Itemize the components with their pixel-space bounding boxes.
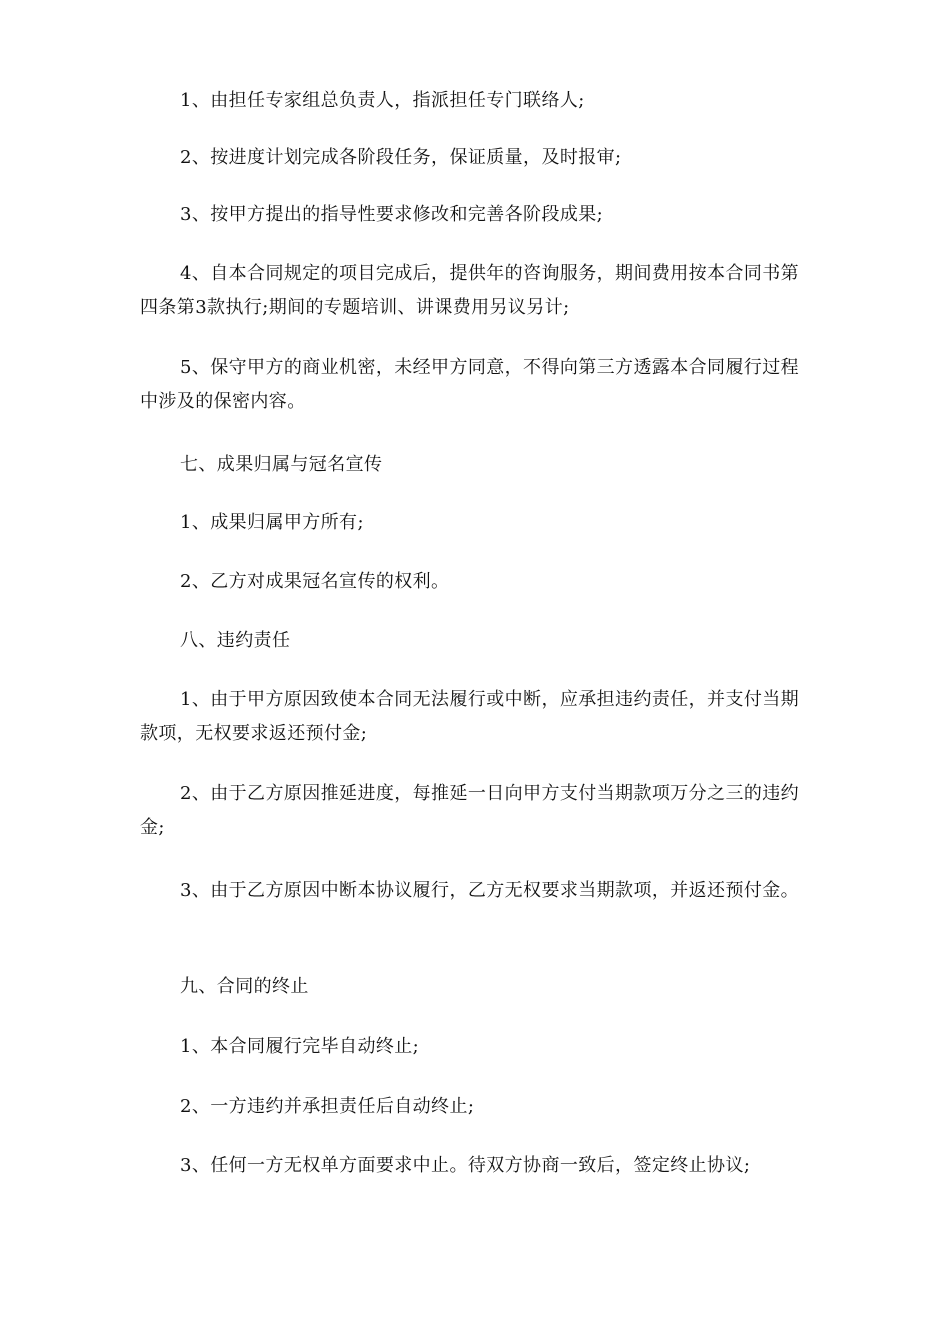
- section-heading-7: 七、成果归属与冠名宣传: [180, 454, 383, 475]
- clause-6-item-1: 1、由担任专家组总负责人，指派担任专门联络人;: [180, 90, 585, 111]
- section-heading-8: 八、违约责任: [180, 630, 291, 651]
- section-heading-9: 九、合同的终止: [180, 976, 309, 997]
- clause-7-item-1: 1、成果归属甲方所有;: [180, 512, 364, 533]
- clause-9-item-2: 2、一方违约并承担责任后自动终止;: [180, 1096, 475, 1117]
- clause-9-item-3: 3、任何一方无权单方面要求中止。待双方协商一致后，签定终止协议;: [180, 1155, 751, 1176]
- clause-8-item-2: 2、由于乙方原因推延进度，每推延一日向甲方支付当期款项万分之三的违约金;: [140, 783, 800, 838]
- clause-9-item-1: 1、本合同履行完毕自动终止;: [180, 1036, 420, 1057]
- clause-6-item-5: 5、保守甲方的商业机密，未经甲方同意，不得向第三方透露本合同履行过程中涉及的保密内容。: [140, 357, 800, 412]
- clause-6-item-2: 2、按进度计划完成各阶段任务，保证质量，及时报审;: [180, 147, 622, 168]
- clause-6-item-4: 4、自本合同规定的项目完成后，提供年的咨询服务，期间费用按本合同书第四条第3款执行;期间的专题培训、讲课费用另议另计;: [140, 263, 800, 318]
- clause-8-item-3: 3、由于乙方原因中断本协议履行，乙方无权要求当期款项，并返还预付金。: [180, 880, 800, 901]
- clause-7-item-2: 2、乙方对成果冠名宣传的权利。: [180, 571, 450, 592]
- clause-8-item-1: 1、由于甲方原因致使本合同无法履行或中断，应承担违约责任，并支付当期款项，无权要求返还预付金;: [140, 689, 800, 744]
- clause-6-item-3: 3、按甲方提出的指导性要求修改和完善各阶段成果;: [180, 204, 604, 225]
